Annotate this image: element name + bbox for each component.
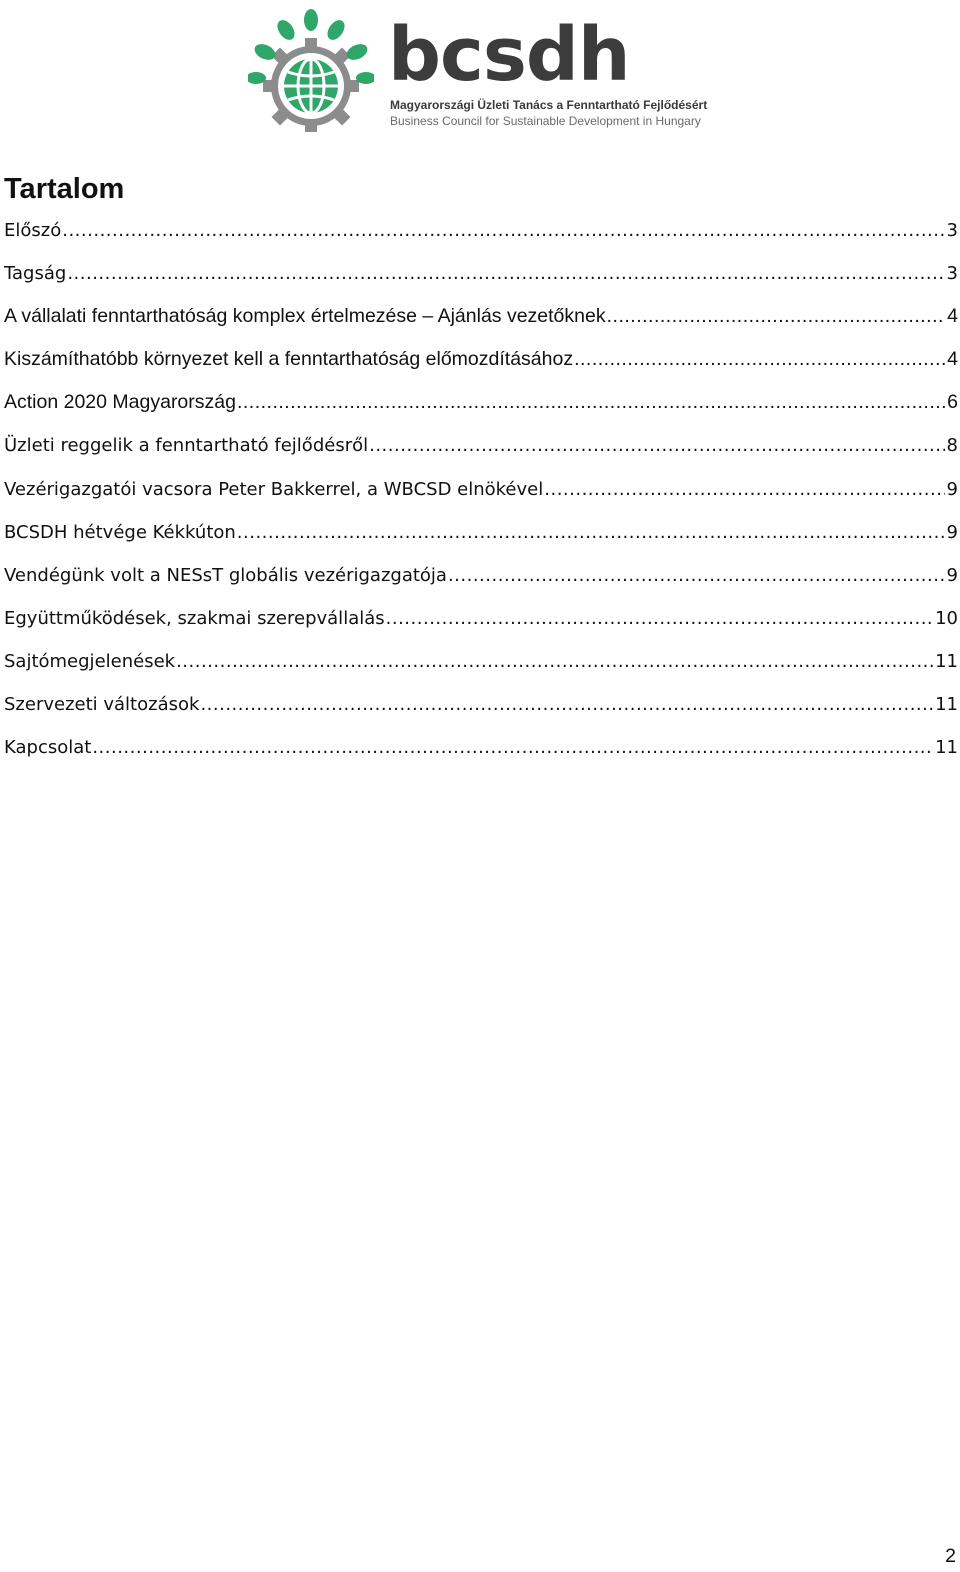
toc-entry-label: Sajtómegjelenések <box>4 650 176 672</box>
toc-dot-leader <box>544 468 944 511</box>
toc-entry[interactable] <box>4 640 958 683</box>
toc-entry-page: 9 <box>946 564 958 586</box>
toc-dot-leader <box>386 597 933 640</box>
toc-entry-label: BCSDH hétvége Kékkúton <box>4 521 236 543</box>
toc-entry-label: Kiszámíthatóbb környezet kell a fenntarthatóság előmozdításához <box>4 348 574 371</box>
toc-dot-leader <box>92 726 933 769</box>
toc-dot-leader <box>237 511 945 554</box>
toc-entry-page: 11 <box>935 737 958 759</box>
toc-dot-leader <box>607 295 946 338</box>
toc-entry[interactable] <box>4 252 958 295</box>
toc-entry-page: 10 <box>935 607 958 629</box>
toc-entry-page: 8 <box>946 435 958 457</box>
toc-entry-label: Tagság <box>4 263 67 285</box>
toc-dot-leader <box>176 640 933 683</box>
table-of-contents <box>4 209 958 769</box>
toc-entry[interactable] <box>4 597 958 640</box>
logo-subtitle-hungarian: Magyarországi Üzleti Tanács a Fenntartható Fejlődésért <box>390 98 708 112</box>
toc-entry-label: Együttműködések, szakmai szerepvállalás <box>4 607 385 629</box>
toc-entry-label: Action 2020 Magyarország <box>4 391 236 414</box>
page-number: 2 <box>945 1545 956 1567</box>
toc-entry-page: 4 <box>947 348 958 371</box>
toc-entry[interactable] <box>4 511 958 554</box>
toc-entry[interactable] <box>4 468 958 511</box>
toc-entry[interactable] <box>4 683 958 726</box>
logo-subtitle-english: Business Council for Sustainable Development in Hungary <box>390 114 701 128</box>
toc-entry-label: Vezérigazgatói vacsora Peter Bakkerrel, a WBCSD elnökével <box>4 478 544 500</box>
toc-entry-label: Vendégünk volt a NESsT globális vezérigazgatója <box>4 564 447 586</box>
toc-entry[interactable] <box>4 726 958 769</box>
toc-entry[interactable] <box>4 209 958 252</box>
bcsdh-logo <box>248 8 728 134</box>
toc-entry-page: 11 <box>935 650 958 672</box>
toc-entry[interactable] <box>4 338 958 381</box>
toc-entry[interactable] <box>4 295 958 338</box>
toc-entry-page: 6 <box>947 391 958 414</box>
toc-entry-page: 3 <box>946 263 958 285</box>
toc-entry[interactable] <box>4 424 958 467</box>
toc-dot-leader <box>369 424 944 467</box>
toc-dot-leader <box>62 209 944 252</box>
toc-entry-page: 9 <box>946 478 958 500</box>
toc-dot-leader <box>574 338 945 381</box>
bcsdh-tree-gear-icon <box>248 8 374 134</box>
toc-dot-leader <box>67 252 944 295</box>
toc-entry[interactable] <box>4 554 958 597</box>
logo-wordmark: bcsdh <box>388 12 630 98</box>
toc-dot-leader <box>237 381 945 424</box>
toc-entry[interactable] <box>4 381 958 424</box>
toc-title: Tartalom <box>4 173 125 205</box>
toc-entry-label: Kapcsolat <box>4 737 92 759</box>
toc-dot-leader <box>448 554 945 597</box>
toc-entry-page: 3 <box>946 220 958 241</box>
toc-entry-page: 11 <box>935 694 958 716</box>
toc-entry-label: Üzleti reggelik a fenntartható fejlődésről <box>4 435 369 457</box>
toc-entry-page: 4 <box>947 305 958 328</box>
toc-entry-label: A vállalati fenntarthatóság komplex értelmezése – Ajánlás vezetőknek <box>4 305 606 328</box>
toc-entry-label: Előszó <box>4 220 62 241</box>
toc-dot-leader <box>200 683 933 726</box>
toc-entry-label: Szervezeti változások <box>4 694 200 716</box>
toc-entry-page: 9 <box>946 521 958 543</box>
